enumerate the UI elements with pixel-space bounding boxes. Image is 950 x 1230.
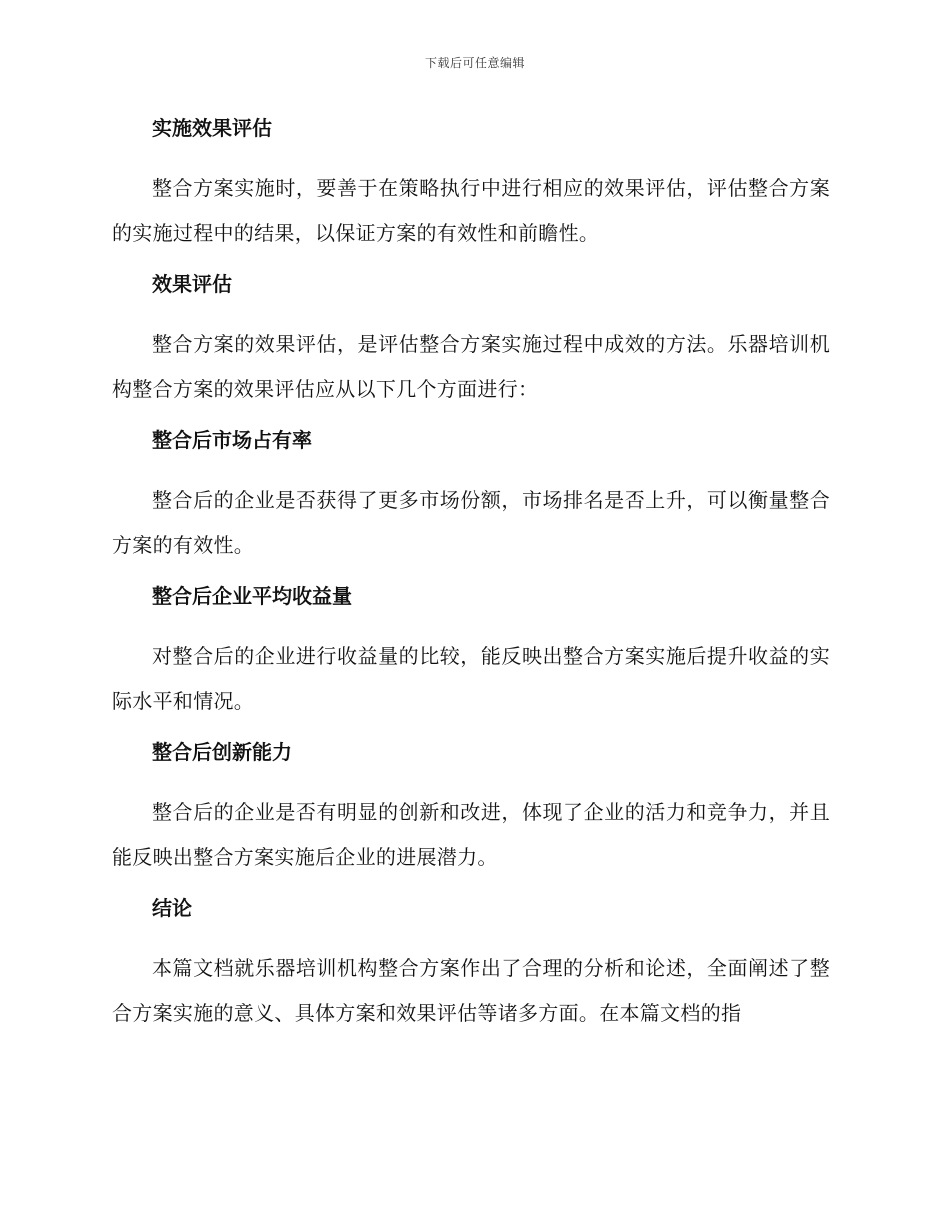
section-heading-innovation: 整合后创新能力: [152, 740, 292, 764]
section-heading-conclusion: 结论: [152, 896, 192, 920]
section-paragraph-average-revenue: 对整合后的企业进行收益量的比较，能反映出整合方案实施后提升收益的实际水平和情况。: [112, 644, 830, 713]
section-heading-effect-evaluation: 效果评估: [152, 272, 232, 296]
section-paragraph-implementation-evaluation: 整合方案实施时，要善于在策略执行中进行相应的效果评估，评估整合方案的实施过程中的结果，以保证方案的有效性和前瞻性。: [112, 176, 830, 245]
section-heading-average-revenue: 整合后企业平均收益量: [152, 584, 352, 608]
section-paragraph-innovation: 整合后的企业是否有明显的创新和改进，体现了企业的活力和竞争力，并且能反映出整合方案实施后企业的进展潜力。: [112, 800, 830, 869]
section-paragraph-market-share: 整合后的企业是否获得了更多市场份额，市场排名是否上升，可以衡量整合方案的有效性。: [112, 488, 830, 557]
section-paragraph-conclusion: 本篇文档就乐器培训机构整合方案作出了合理的分析和论述，全面阐述了整合方案实施的意义、具体方案和效果评估等诸多方面。在本篇文档的指: [112, 956, 830, 1025]
section-paragraph-effect-evaluation: 整合方案的效果评估，是评估整合方案实施过程中成效的方法。乐器培训机构整合方案的效果评估应从以下几个方面进行：: [112, 332, 830, 401]
header-note: 下载后可任意编辑: [424, 56, 525, 70]
document-body: [112, 110, 830, 1046]
section-heading-implementation-evaluation: 实施效果评估: [152, 116, 272, 140]
section-heading-market-share: 整合后市场占有率: [152, 428, 312, 452]
